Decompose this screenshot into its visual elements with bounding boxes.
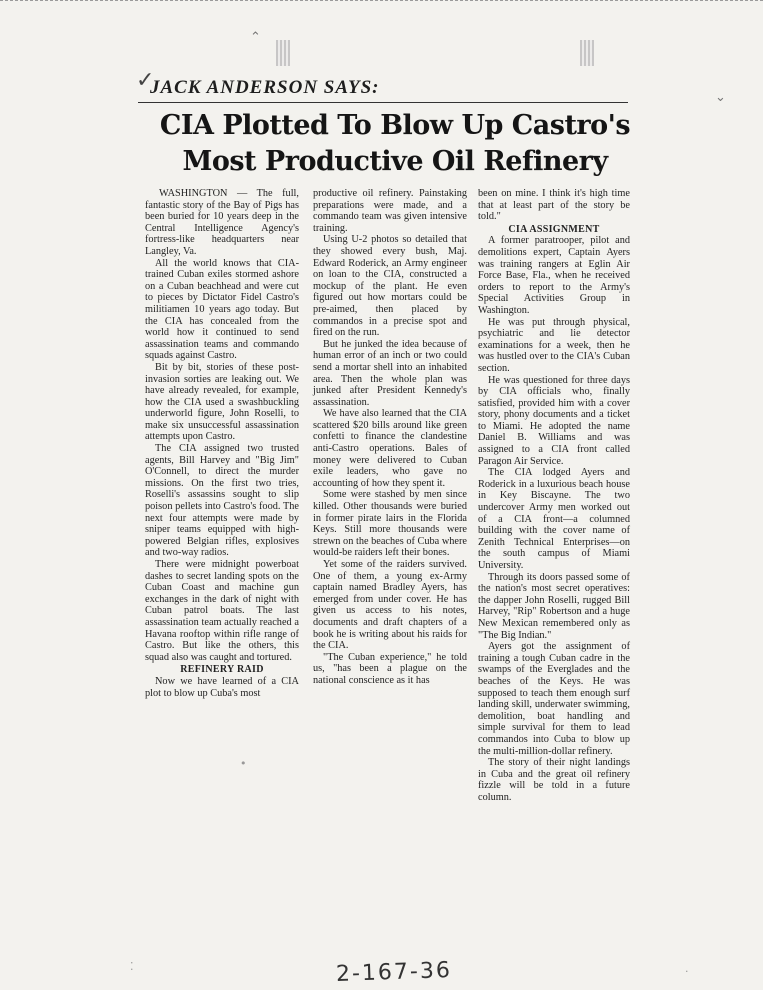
article-paragraph: Yet some of the raiders survived. One of them, a young ex-Army captain named Bradley Ayers, has emerged from under cover. He has given us access to his notes, documents and draft chapters of a book he is writing about his raids for the CIA. [313, 559, 467, 652]
article-paragraph: We have also learned that the CIA scattered $20 bills around like green confetti to finance the clandestine anti-Castro operations. Bales of money were delivered to Cuban exile leaders, who gave no accounting of how they spent it. [313, 408, 467, 489]
article-paragraph: Ayers got the assignment of training a tough Cuban cadre in the swamps of the Everglades and the beaches of the Keys. He was supposed to teach them enough surf landing skill, underwater swimming, demolition, boat handling and simple survival for them to lead commandos into Cuba to blow up the multi-million-dollar refinery. [478, 641, 630, 757]
article-paragraph: All the world knows that CIA-trained Cuban exiles stormed ashore on a Cuban beachhead and were cut to pieces by Dictator Fidel Castro's militiamen 10 years ago today. But the CIA has concealed from the world how it continued to send assassination teams and commando squads against Castro. [145, 257, 299, 362]
article-paragraph: productive oil refinery. Painstaking preparations were made, and a commando team was given intensive training. [313, 188, 467, 234]
article-paragraph: A former paratrooper, pilot and demolitions expert, Captain Ayers was training rangers at Eglin Air Force Base, Fla., when he received orders to report to the Army's Special Activities Group in Washington. [478, 235, 630, 316]
article-paragraph: Now we have learned of a CIA plot to blow up Cuba's most [145, 675, 299, 699]
clipping-tape-mark [580, 40, 594, 66]
check-mark-icon: ✓ [136, 68, 155, 93]
article-paragraph: The CIA lodged Ayers and Roderick in a luxurious beach house in Key Biscayne. The two undercover Army men worked out of a CIA front—a columned building with the cover name of Zenith Technical Enterprises—on the south campus of Miami University. [478, 467, 630, 571]
corner-mark-icon: ⌄ [715, 90, 726, 105]
article-column-2 [313, 188, 467, 687]
handwritten-file-number: 2-167-36 [335, 957, 453, 988]
article-paragraph: The CIA assigned two trusted agents, Bill Harvey and "Big Jim" O'Connell, to direct the murder missions. On the first two tries, Roselli's assassins sought to slip poison pellets into Castro's food. The next four attempts were made by sniper teams equipped with high-powered Belgian rifles, explosives and two-way radios. [145, 443, 299, 559]
article-paragraph: But he junked the idea because of human error of an inch or two could send a mortar shell into an inhabited area. Then the whole plan was junked after President Kennedy's assassination. [313, 338, 467, 408]
header-rule [138, 102, 628, 103]
scan-speck-icon: · [685, 965, 689, 978]
scan-speck-icon: ⁚ [130, 960, 134, 973]
article-paragraph: "The Cuban experience," he told us, "has been a plague on the national conscience as it has [313, 651, 467, 686]
article-paragraph: Using U-2 photos so detailed that they showed every bush, Maj. Edward Roderick, an Army engineer on loan to the CIA, constructed a mockup of the plant. He even figured out how mortars could be pre-aimed, then placed by commandos in a precise spot and fired on the run. [313, 234, 467, 339]
article-paragraph: Through its doors passed some of the nation's most secret operatives: the dapper John Roselli, rugged Bill Harvey, "Rip" Robertson and a huge New Mexican remembered only as "The Big Indian." [478, 571, 630, 641]
article-column-3 [478, 188, 630, 803]
headline-line-1: CIA Plotted To Blow Up Castro's [159, 110, 631, 141]
article-paragraph: been on mine. I think it's high time that at least part of the story be told." [478, 188, 630, 223]
article-paragraph: Bit by bit, stories of these post-invasion sorties are leaking out. We have already revealed, for example, how the CIA used a swashbuckling underworld figure, John Roselli, to make six unsuccessful assassination attempts upon Castro. [145, 361, 299, 443]
article-paragraph: Some were stashed by men since killed. Other thousands were buried in former pirate lairs in the Florida Keys. Still more thousands were strewn on the beaches of Cuba where would-be raiders left their bones. [313, 489, 467, 559]
scan-edge [0, 0, 763, 7]
article-paragraph: The story of their night landings in Cuba and the great oil refinery fizzle will be told in a future column. [478, 757, 630, 803]
corner-mark-icon: ⌃ [250, 30, 261, 45]
headline [150, 108, 640, 180]
headline-line-2: Most Productive Oil Refinery [182, 146, 608, 177]
column-header: JACK ANDERSON SAYS: [150, 77, 380, 98]
article-column-1 [145, 188, 299, 699]
subhead-cia-assignment: CIA ASSIGNMENT [508, 223, 600, 235]
subhead-refinery-raid: REFINERY RAID [180, 664, 264, 676]
article-paragraph: There were midnight powerboat dashes to secret landing spots on the Cuban Coast and machine gun exchanges in the dark of night with Cuban patrol boats. The last assassination team actually reached a Havana rooftop within rifle range of Castro. But like the others, this squad also was caught and tortured. [145, 559, 299, 663]
scan-speck-icon: • [240, 757, 247, 770]
article-paragraph: He was put through physical, psychiatric and lie detector examinations for a week, then he was hustled over to the CIA's Cuban section. [478, 316, 630, 374]
clipping-tape-mark [276, 40, 290, 66]
dateline: WASHINGTON [159, 188, 228, 199]
article-paragraph: He was questioned for three days by CIA officials who, finally satisfied, provided him with a cover story, phony documents and a ticket to Miami. He adopted the name Daniel B. Williams and was assigned to a CIA front called Paragon Air Service. [478, 374, 630, 467]
article-paragraph: WASHINGTON — The full, fantastic story of the Bay of Pigs has been buried for 10 years deep in the Central Intelligence Agency's fortress-like headquarters near Langley, Va. [145, 188, 299, 257]
